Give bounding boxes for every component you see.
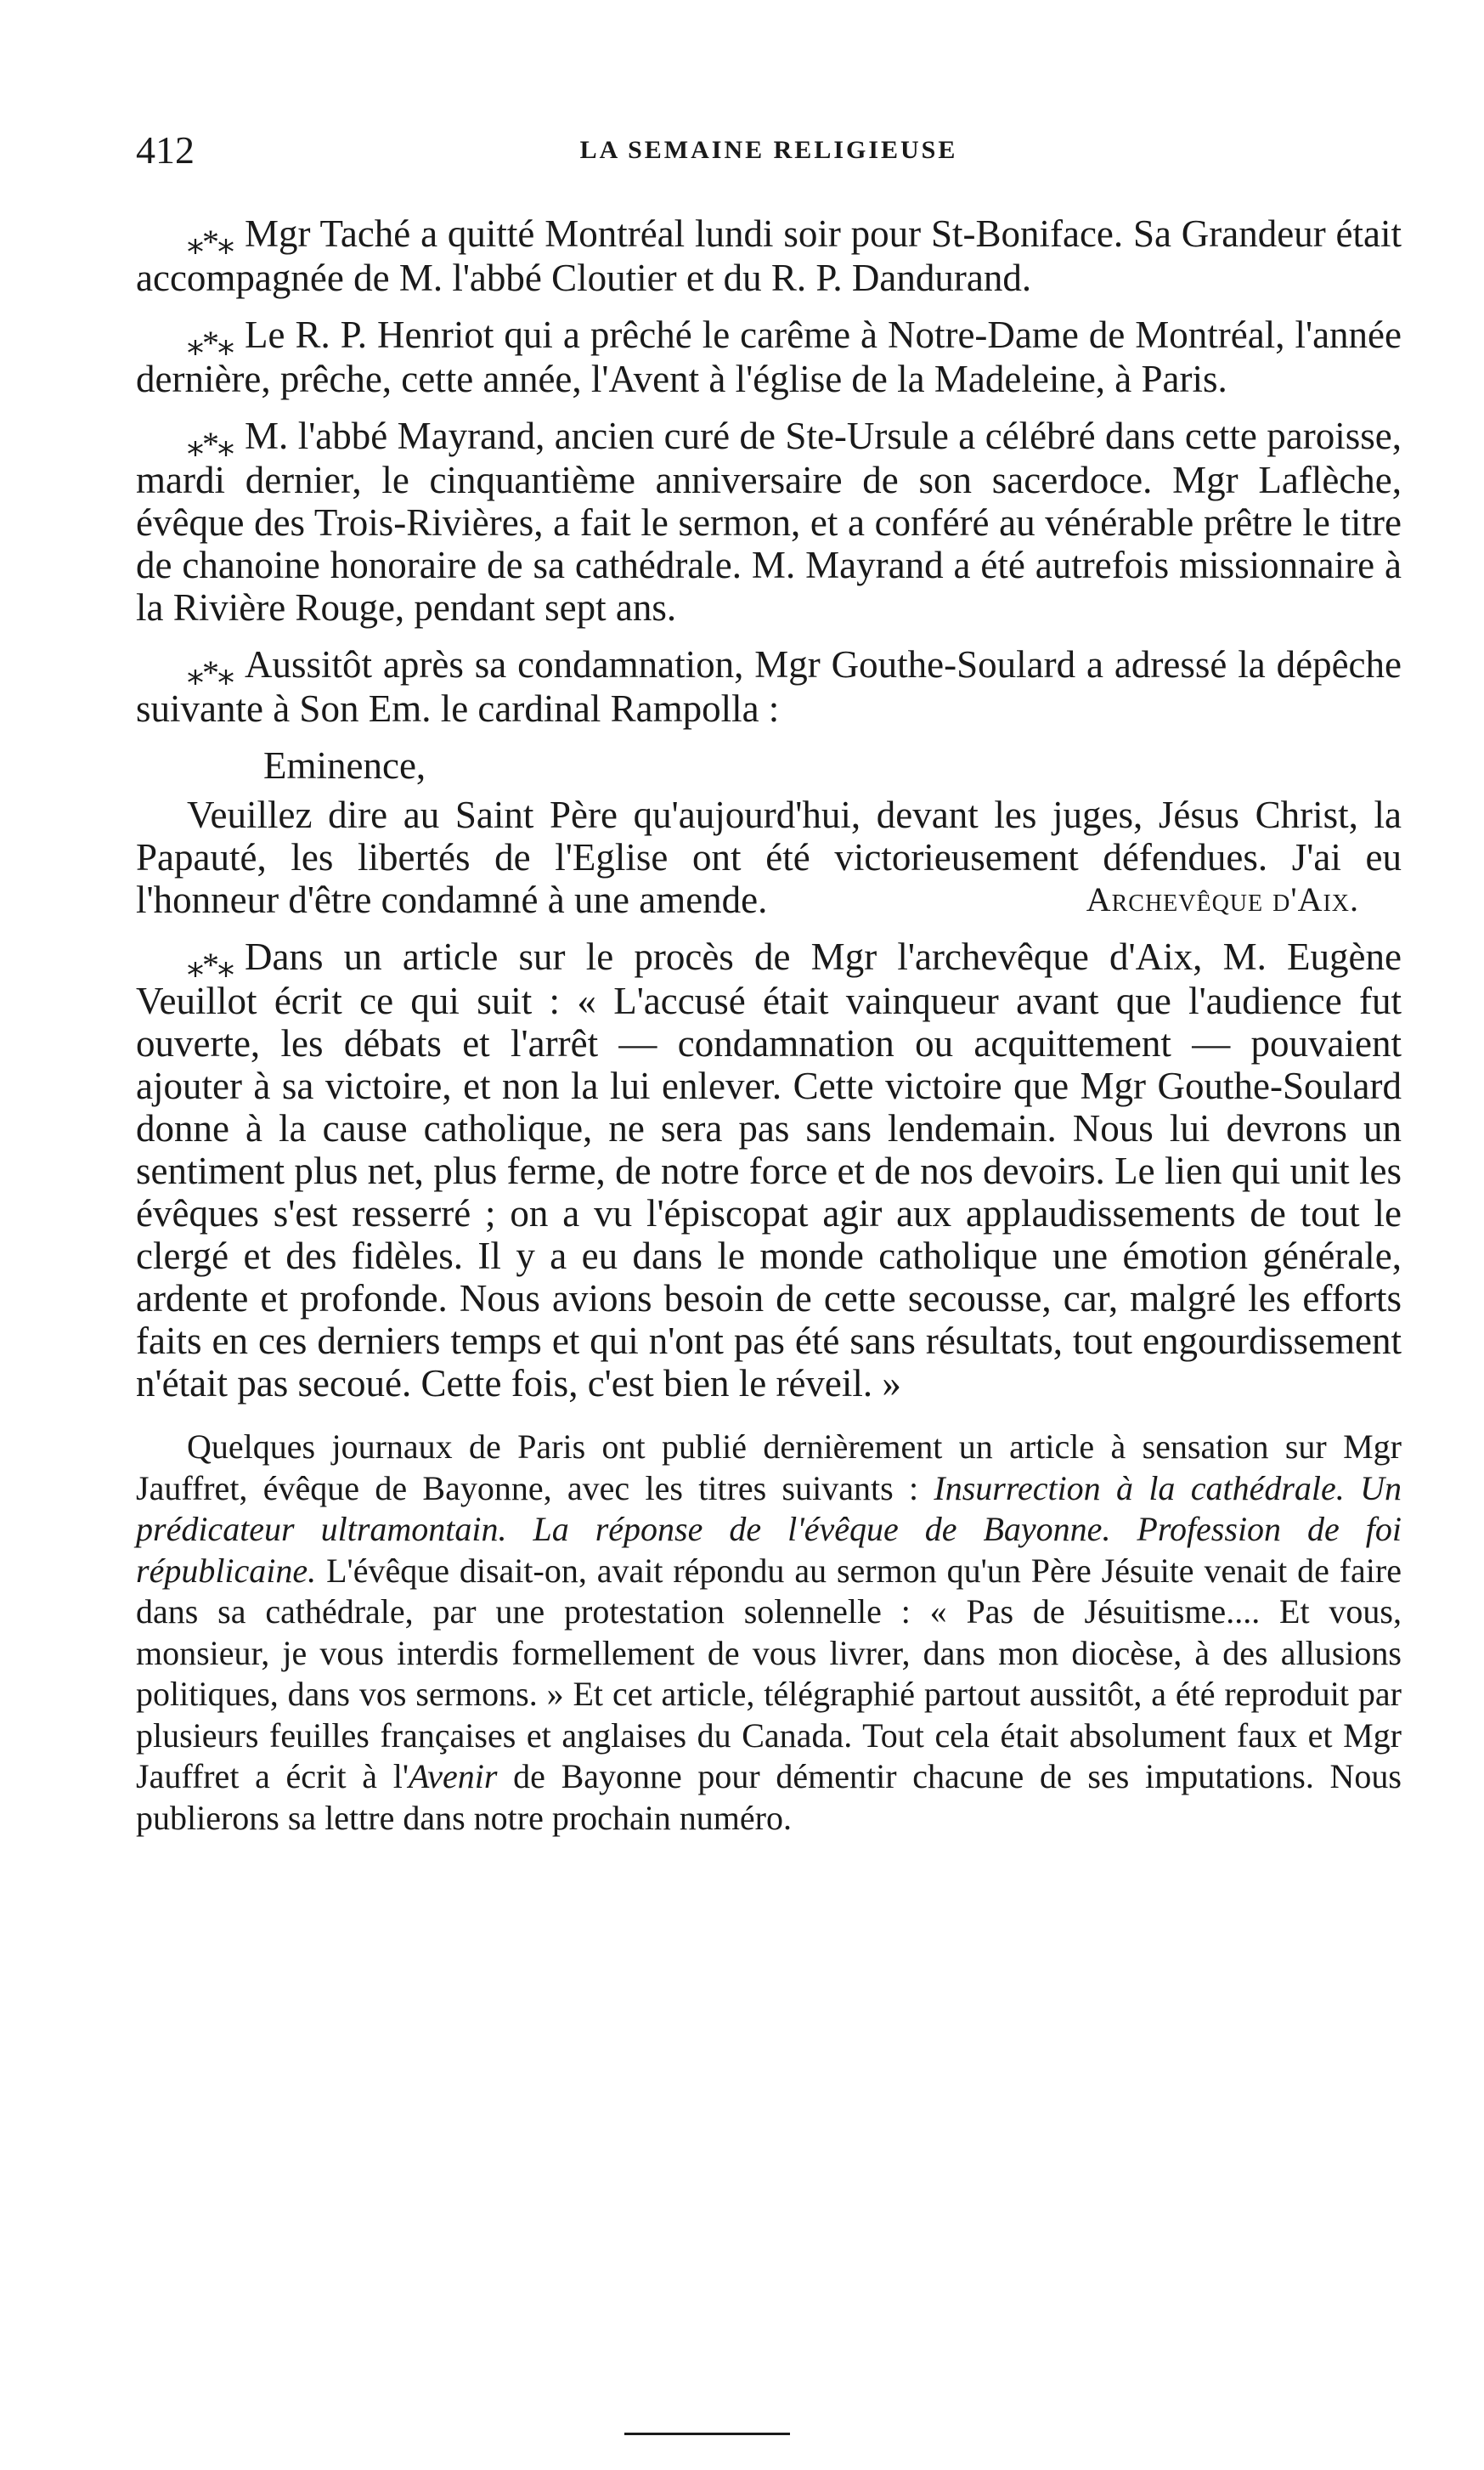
closing-rule — [624, 2433, 790, 2435]
jauffret-text-part1: Quelques journaux de Paris ont publié dernièrement un article à sensation sur Mgr Jauffret, évêque de Bayonne, avec les titres suivants : — [136, 1427, 1402, 1507]
news-item-mayrand — [136, 415, 1402, 629]
news-item-text: Le R. P. Henriot qui a prêché le carême à Notre-Dame de Montréal, l'année dernière, prêche, cette année, l'Avent à l'église de la Madeleine, à Paris. — [136, 314, 1402, 400]
news-item-veuillot — [136, 935, 1402, 1405]
news-item-text: Aussitôt après sa condamnation, Mgr Gouthe-Soulard a adressé la dépêche suivante à Son Em. le cardinal Rampolla : — [136, 643, 1402, 730]
news-item-tache — [136, 212, 1402, 299]
jauffret-text-part2: L'évêque disait-on, avait répondu au sermon qu'un Père Jésuite venait de faire dans sa cathédrale, par une protestation solennelle : « Pas de Jésuitisme.... Et vous, monsieur, je vous interdis formellement de vous livrer, dans mon diocèse, à des allusions politiques, dans vos sermons. » Et cet article, télégraphié partout aussitôt, a été reproduit par plusieurs feuilles françaises et anglaises du Canada. Tout cela était absolument faux et Mgr Jauffret a écrit à l' — [136, 1551, 1402, 1795]
news-item-gouthe-soulard — [136, 643, 1402, 730]
jauffret-text-part3: de Bayonne pour démentir chacune de ses imputations. Nous publierons sa lettre dans notre prochain numéro. — [136, 1757, 1402, 1837]
page-header — [136, 127, 1402, 178]
telegram-body: Veuillez dire au Saint Père qu'aujourd'hui, devant les juges, Jésus Christ, la Papauté, les libertés de l'Eglise ont été victorieusement défendues. J'ai eu l'honneur d'être condamné à une amende. — [136, 794, 1402, 921]
news-item-text: M. l'abbé Mayrand, ancien curé de Ste-Ursule a célébré dans cette paroisse, mardi dernier, le cinquantième anniversaire de son sacerdoce. Mgr Laflèche, évêque des Trois-Rivières, a fait le sermon, et a conféré au vénérable prêtre le titre de chanoine honoraire de sa cathédrale. M. Mayrand a été autrefois missionnaire à la Rivière Rouge, pendant sept ans. — [136, 415, 1402, 629]
jauffret-italic-titles: Insurrection à la cathédrale. Un prédicateur ultramontain. La réponse de l'évêque de Bayonne. Profession de foi républicaine. — [136, 1468, 1402, 1590]
telegram-signature: Archevêque d'Aix. — [1086, 880, 1359, 918]
asterism: ⁎*⁎ — [187, 653, 233, 692]
asterism: ⁎*⁎ — [187, 223, 233, 261]
asterism: ⁎*⁎ — [187, 946, 233, 984]
page-number: 412 — [136, 128, 195, 172]
news-item-henriot — [136, 314, 1402, 400]
news-item-text: Mgr Taché a quitté Montréal lundi soir pour St-Boniface. Sa Grandeur était accompagnée de M. l'abbé Cloutier et du R. P. Dandurand. — [136, 212, 1402, 299]
asterism: ⁎*⁎ — [187, 324, 233, 362]
news-item-text: Dans un article sur le procès de Mgr l'archevêque d'Aix, M. Eugène Veuillot écrit ce qui suit : « L'accusé était vainqueur avant que l'audience fut ouverte, les débats et l'arrêt — condamnation ou acquittement — pouvaient ajouter à sa victoire, et non la lui enlever. Cette victoire que Mgr Gouthe-Soulard donne à la cause catholique, ne sera pas sans lendemain. Nous lui devrons un sentiment plus net, plus ferme, de notre force et de nos devoirs. Le lien qui unit les évêques s'est resserré ; on a vu l'épiscopat agir aux applaudissements de tout le clergé et des fidèles. Il y a eu dans le monde catholique une émotion générale, ardente et profonde. Nous avions besoin de cette secousse, car, malgré les efforts faits en ces derniers temps et qui n'ont pas été sans résultats, tout engourdissement n'était pas secoué. Cette fois, c'est bien le réveil. » — [136, 935, 1402, 1405]
telegram-salutation: Eminence, — [263, 744, 426, 787]
jauffret-journal-title: Avenir — [409, 1757, 498, 1795]
body-text — [136, 212, 1402, 1839]
running-title: LA SEMAINE RELIGIEUSE — [579, 136, 958, 164]
news-item-jauffret — [136, 1427, 1402, 1839]
asterism: ⁎*⁎ — [187, 425, 233, 463]
